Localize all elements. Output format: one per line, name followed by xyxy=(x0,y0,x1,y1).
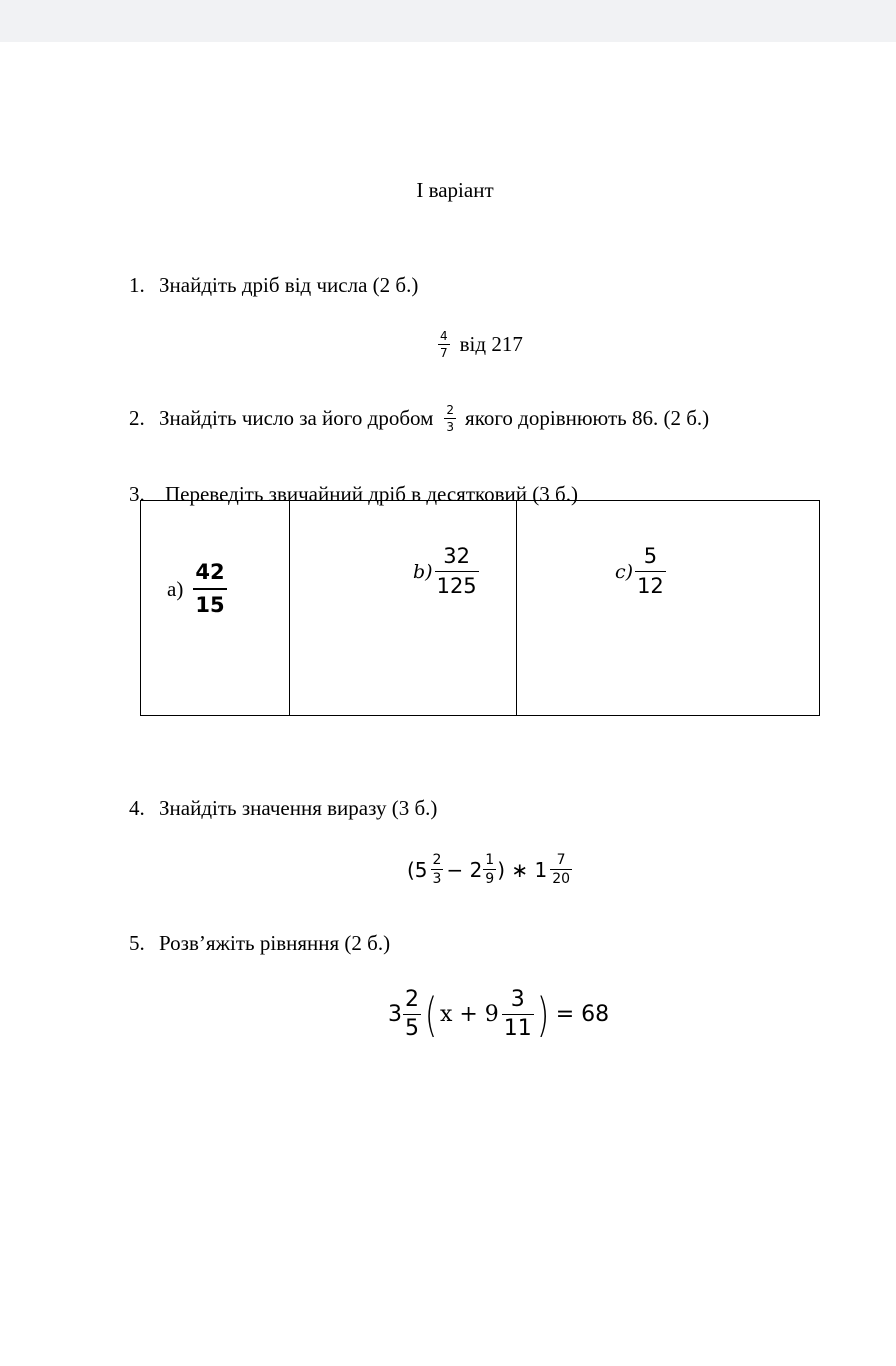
fraction-a xyxy=(193,562,226,616)
q4-fraction-1-denominator: 3 xyxy=(432,871,442,887)
q5-result: = 68 xyxy=(555,1002,610,1027)
question-2 xyxy=(129,404,709,433)
question-1-number: 1. xyxy=(129,273,145,297)
fraction-a-denominator: 15 xyxy=(195,593,225,617)
fraction-c xyxy=(635,546,666,597)
q4-fraction-3 xyxy=(550,853,572,886)
question-5-number: 5. xyxy=(129,931,145,955)
top-toolbar-strip xyxy=(0,0,896,42)
fraction-b-label: b) xyxy=(413,560,433,583)
question-3-number: 3. xyxy=(129,482,145,506)
q5-fraction-1-numerator: 2 xyxy=(405,987,419,1012)
q4-fraction-2 xyxy=(483,853,496,886)
q1-fraction-numerator: 4 xyxy=(440,329,448,343)
q5-whole: 3 xyxy=(388,1002,402,1027)
q4-close: ) ∗ 1 xyxy=(497,857,548,882)
document-title: I варіант xyxy=(416,178,494,202)
q4-fraction-1 xyxy=(431,853,444,886)
question-4-expression xyxy=(407,853,572,886)
q4-minus: − 2 xyxy=(446,857,483,882)
question-5 xyxy=(129,931,390,956)
q2-fraction-denominator: 3 xyxy=(446,420,455,434)
fraction-b xyxy=(435,546,479,597)
fraction-b-denominator: 125 xyxy=(436,574,477,598)
fraction-cell-c-content xyxy=(615,546,666,597)
q5-fraction-2-numerator: 3 xyxy=(510,987,525,1012)
q4-fraction-2-numerator: 1 xyxy=(485,852,495,868)
question-1-text: Знайдіть дріб від числа (2 б.) xyxy=(159,273,419,297)
question-4 xyxy=(129,796,437,821)
q5-right-paren: ) xyxy=(536,987,550,1042)
fractions-table xyxy=(140,500,820,716)
q4-fraction-3-denominator: 20 xyxy=(552,871,571,887)
question-4-text: Знайдіть значення виразу (3 б.) xyxy=(159,796,438,820)
question-2-text-before: Знайдіть число за його дробом xyxy=(159,406,434,430)
fraction-c-label: c) xyxy=(615,560,634,583)
q1-fraction-denominator: 7 xyxy=(440,346,448,360)
fraction-cell-a xyxy=(141,501,290,716)
fraction-a-numerator: 42 xyxy=(195,560,225,584)
q4-fraction-3-numerator: 7 xyxy=(556,852,566,868)
question-2-text-after: якого дорівнюють 86. (2 б.) xyxy=(465,406,710,430)
question-5-text: Розв’яжіть рівняння (2 б.) xyxy=(159,931,391,955)
fraction-cell-b xyxy=(290,501,517,716)
question-1-expression xyxy=(438,330,523,359)
fraction-c-numerator: 5 xyxy=(643,544,658,568)
q5-fraction-1 xyxy=(403,989,421,1040)
question-2-number: 2. xyxy=(129,406,145,430)
fractions-table-row xyxy=(141,501,820,716)
fraction-cell-c xyxy=(517,501,820,716)
question-4-number: 4. xyxy=(129,796,145,820)
q5-fraction-2-denominator: 11 xyxy=(503,1016,532,1041)
question-5-expression xyxy=(388,989,609,1040)
fraction-b-numerator: 32 xyxy=(443,544,470,568)
q1-fraction xyxy=(438,330,450,359)
q5-left-paren: ( xyxy=(424,987,438,1042)
q4-fraction-1-numerator: 2 xyxy=(432,852,442,868)
question-3-text: Переведіть звичайний дріб в десятковий (3 б.) xyxy=(165,482,578,506)
q2-fraction xyxy=(444,404,456,433)
fraction-c-denominator: 12 xyxy=(637,574,664,598)
fraction-cell-a-content xyxy=(167,562,227,616)
q1-expression-rest: від 217 xyxy=(459,332,523,356)
q5-fraction-2 xyxy=(502,989,534,1040)
q2-fraction-numerator: 2 xyxy=(446,403,455,417)
q4-fraction-2-denominator: 9 xyxy=(485,871,495,887)
q5-inner: x + 9 xyxy=(439,1002,499,1027)
fraction-a-label: а) xyxy=(167,576,184,601)
q5-fraction-1-denominator: 5 xyxy=(405,1016,419,1041)
q4-open: (5 xyxy=(407,857,428,882)
fraction-cell-b-content xyxy=(413,546,479,597)
question-1 xyxy=(129,273,418,298)
